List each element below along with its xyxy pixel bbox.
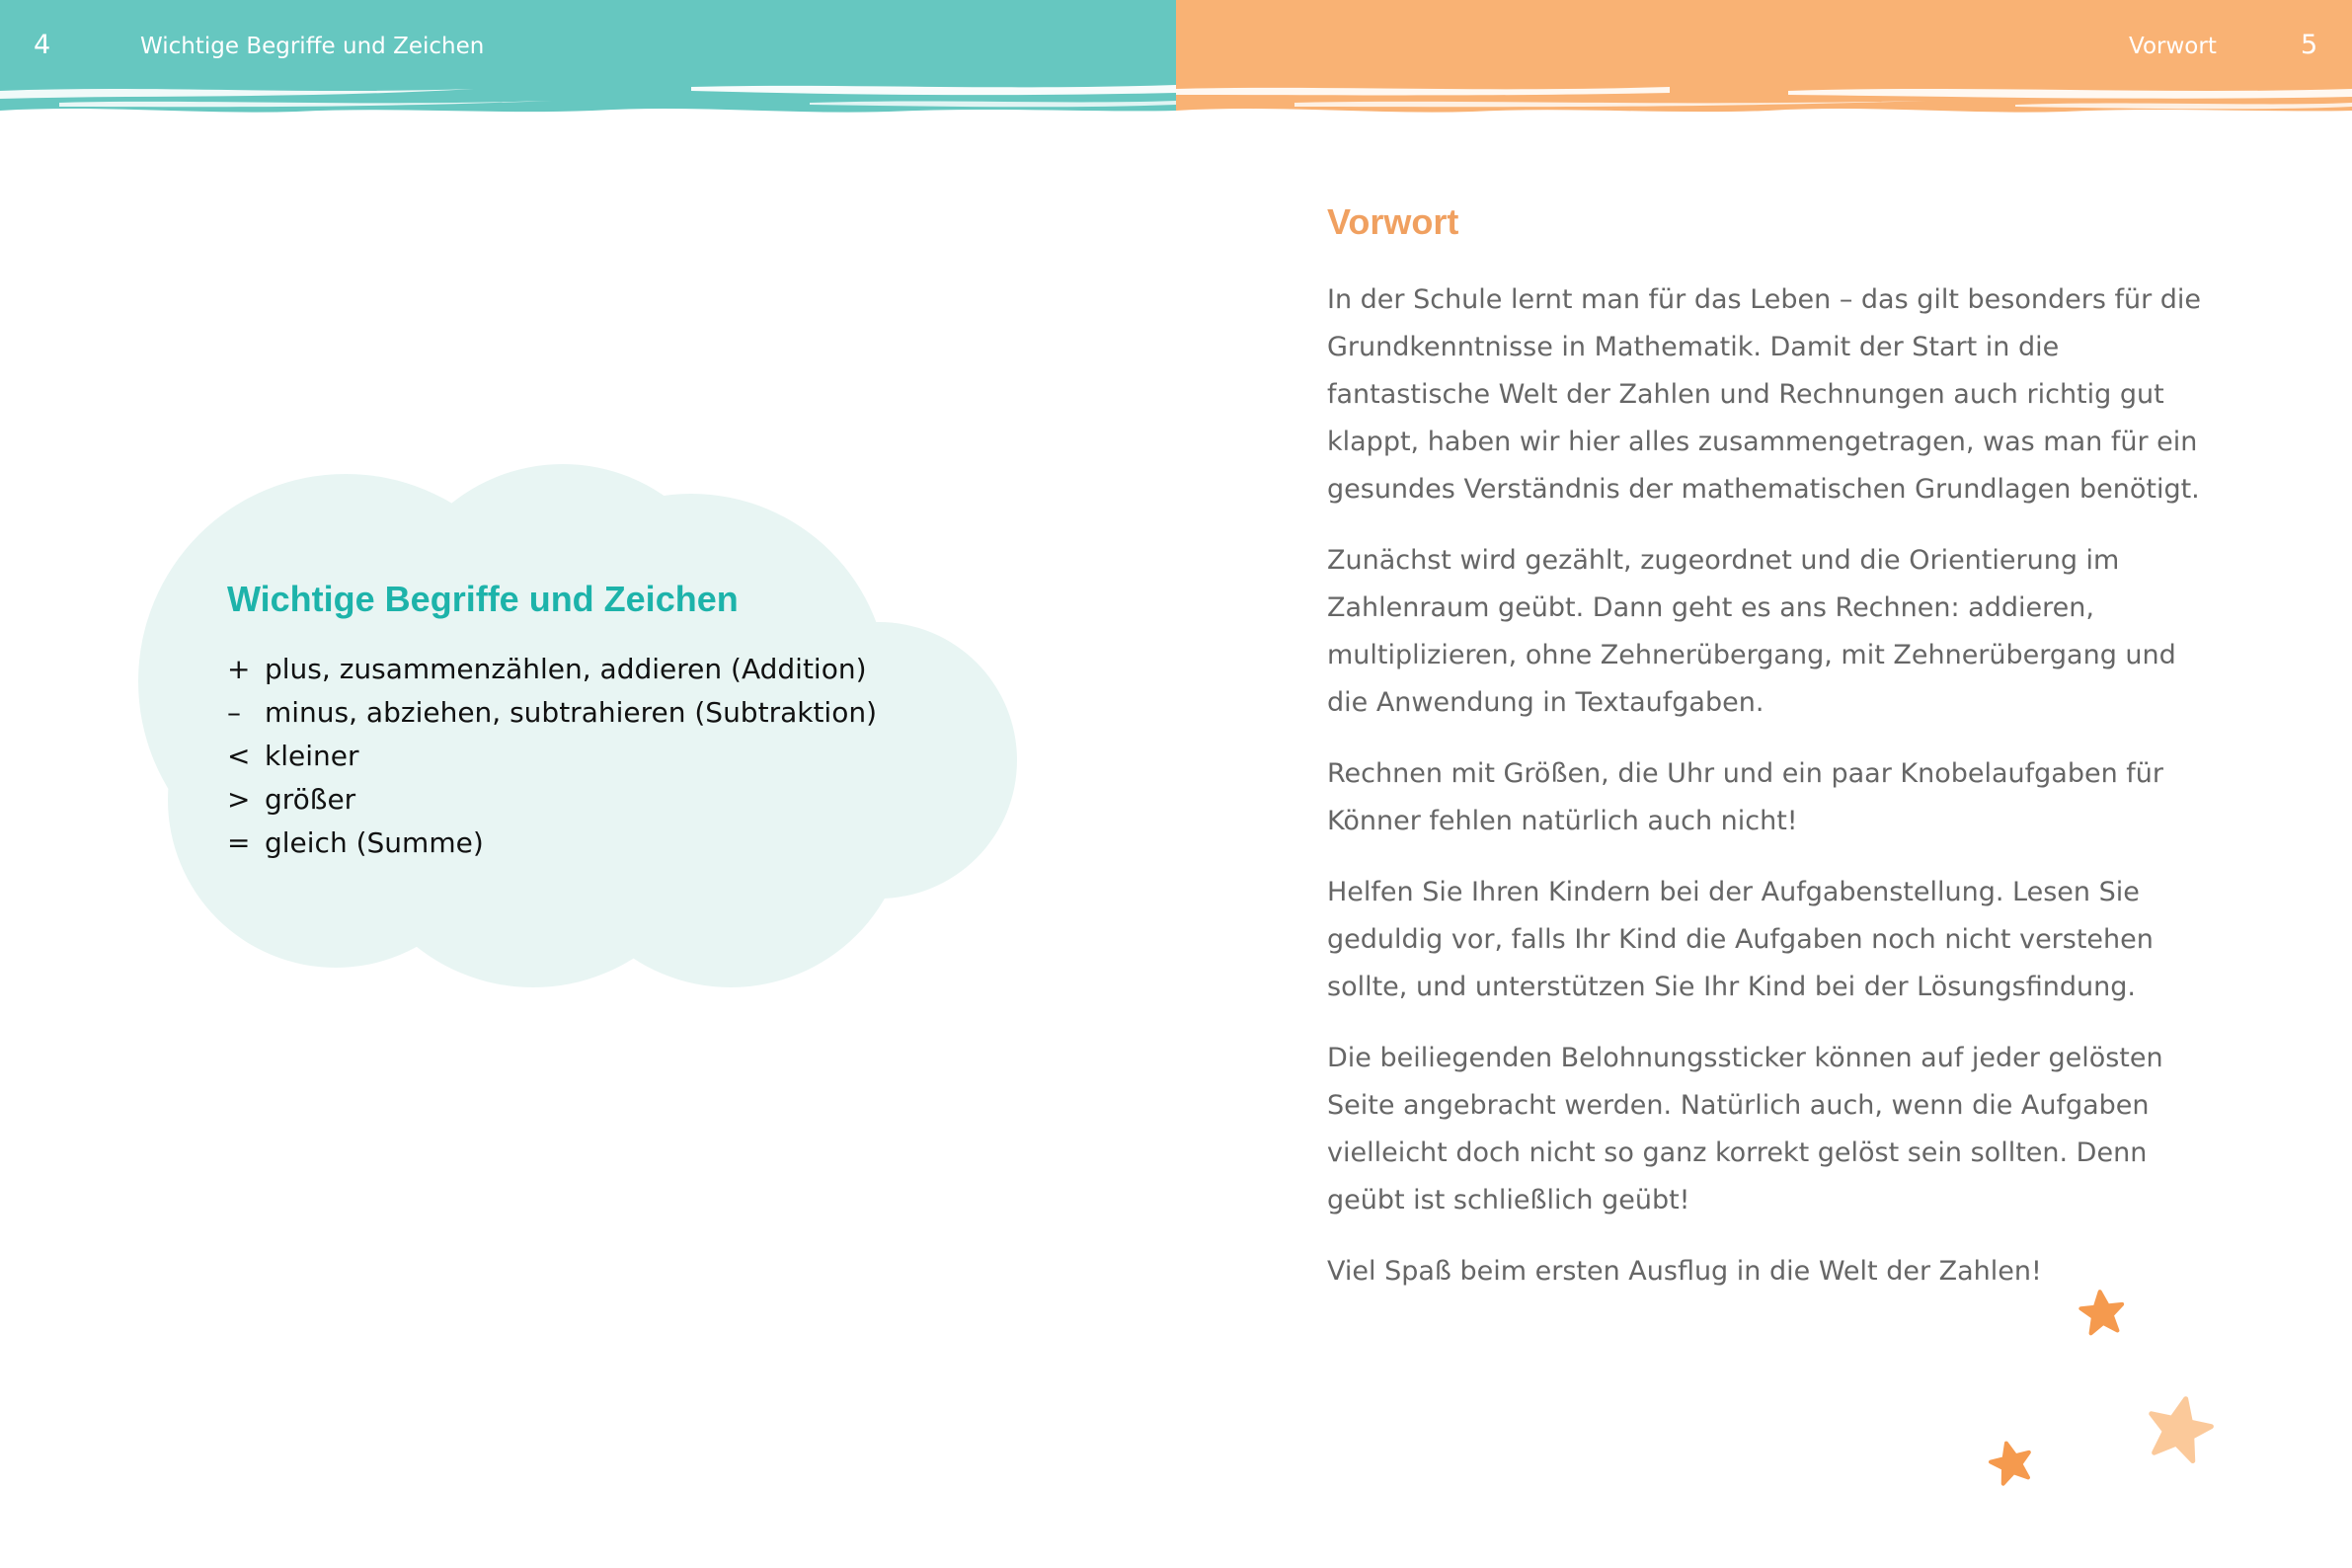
symbol-description: minus, abziehen, subtrahieren (Subtraktion) [265,695,878,729]
symbol-minus: – [227,695,241,729]
symbol-equals: = [227,825,251,859]
header-bar-left [0,0,1176,115]
paragraph: Die beiliegenden Belohnungssticker können auf jeder gelösten Seite angebracht werden. Natürlich auch, wenn die Aufgaben vielleicht doch nicht so ganz korrekt gelöst sein sollten. Denn geübt ist schließlich geübt! [1327,1043,2163,1215]
symbol-greater-than: > [227,782,251,816]
paragraph: Viel Spaß beim ersten Ausflug in die Welt der Zahlen! [1327,1256,2042,1287]
paragraph: Rechnen mit Größen, die Uhr und ein paar Knobelaufgaben für Könner fehlen natürlich auch nicht! [1327,758,2164,836]
symbol-list [227,647,877,864]
symbol-plus: + [227,652,251,685]
paragraph: Helfen Sie Ihren Kindern bei der Aufgabenstellung. Lesen Sie geduldig vor, falls Ihr Kind die Aufgaben noch nicht verstehen sollte, und unterstützen Sie Ihr Kind bei der Lösungsfindung. [1327,877,2154,1002]
symbol-description: gleich (Summe) [265,825,484,859]
star-icon [2144,1392,2216,1463]
paragraph: Zunächst wird gezählt, zugeordnet und die Orientierung im Zahlenraum geübt. Dann geht es ans Rechnen: addieren, multiplizieren, ohne Zehnerübergang, mit Zehnerübergang und die Anwendung in Textaufgaben. [1327,545,2176,718]
paragraph: In der Schule lernt man für das Leben – das gilt besonders für die Grundkenntnisse in Mathematik. Damit der Start in die fantastische Welt der Zahlen und Rechnungen auch richtig gut klappt, haben wir hier alles zusammengetragen, was man für ein gesundes Verständnis der mathematischen Grundlagen benötigt. [1327,284,2202,505]
header-bar-right [1176,0,2352,115]
cloud-heading: Wichtige Begriffe und Zeichen [227,579,739,619]
symbol-description: kleiner [265,739,359,772]
star-icon [1988,1439,2035,1486]
page-number-right: 5 [2301,30,2318,60]
page-title: Vorwort [1327,201,1459,242]
list-item [227,647,877,690]
list-item [227,734,877,777]
foreword-body [1327,276,2221,1319]
symbol-less-than: < [227,739,251,772]
list-item [227,690,877,734]
stars-decoration [1986,1274,2242,1511]
list-item [227,821,877,864]
header-title-left: Wichtige Begriffe und Zeichen [140,34,485,59]
symbol-description: plus, zusammenzählen, addieren (Addition) [265,652,867,685]
page-number-left: 4 [34,30,51,60]
list-item [227,777,877,821]
right-page [1176,0,2352,1568]
symbol-description: größer [265,782,356,816]
header-title-right: Vorwort [2129,34,2217,59]
star-icon [2079,1290,2125,1334]
